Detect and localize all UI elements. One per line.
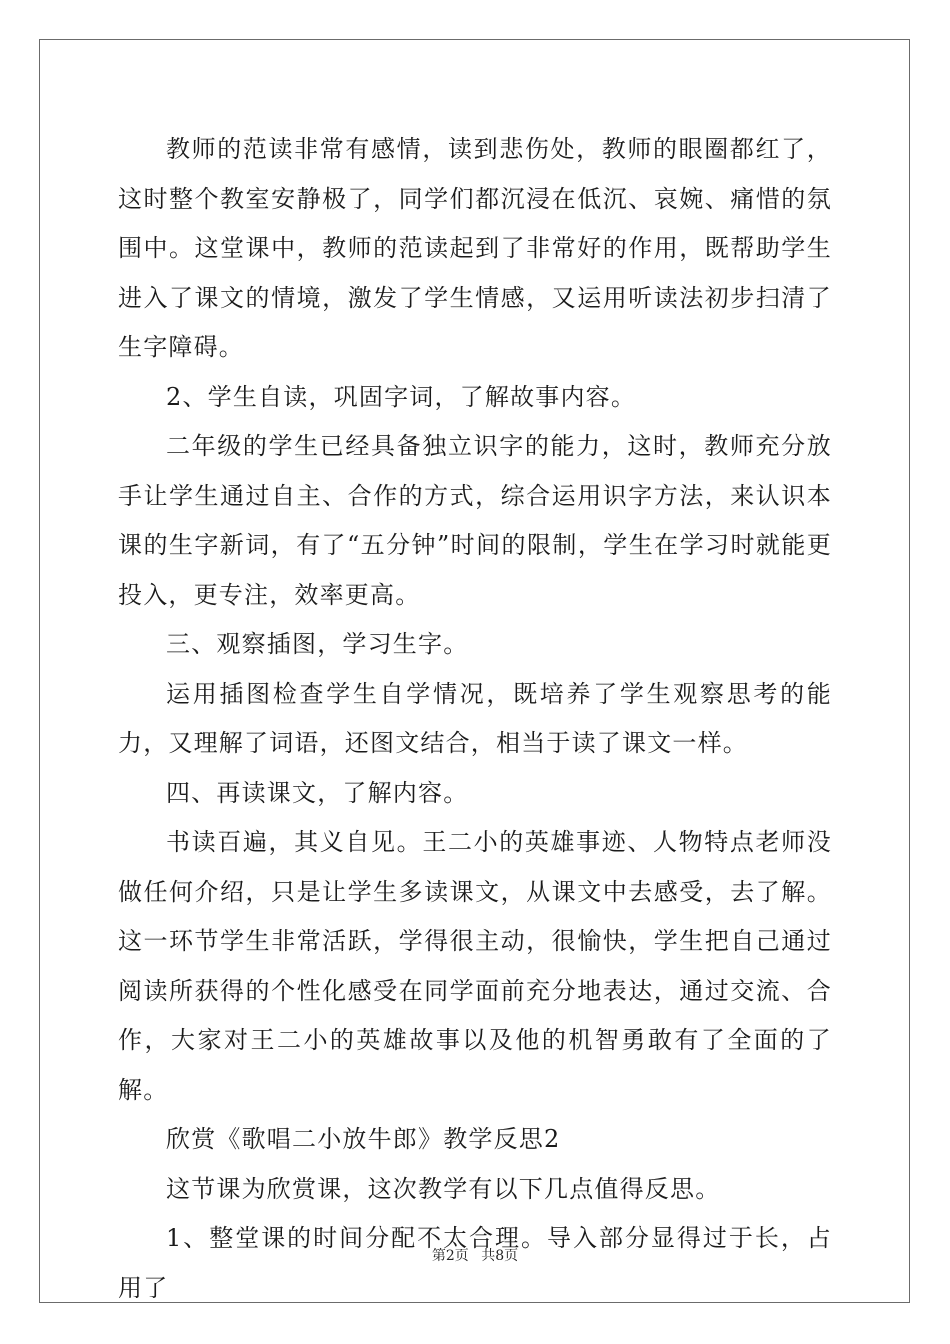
page-total: 共8页 (481, 1248, 519, 1264)
page-number: 第2页 (431, 1248, 469, 1264)
paragraph: 2、学生自读，巩固字词，了解故事内容。 (166, 382, 637, 411)
page-footer (0, 1245, 950, 1265)
paragraph: 这节课为欣赏课，这次教学有以下几点值得反思。 (166, 1174, 721, 1203)
paragraph: 1、整堂课的时间分配不太合理。导入部分显得过于长，占用了 (118, 1224, 832, 1302)
paragraph: 运用插图检查学生自学情况，既培养了学生观察思考的能力，又理解了词语，还图文结合，相当于读了课文一样。 (118, 679, 832, 757)
section-heading: 欣赏《歌唱二小放牛郎》教学反思2 (166, 1125, 561, 1153)
paragraph: 四、再读课文，了解内容。 (166, 778, 469, 807)
document-body (118, 125, 832, 1313)
paragraph: 教师的范读非常有感情，读到悲伤处，教师的眼圈都红了，这时整个教室安静极了，同学们都沉浸在低沉、哀婉、痛惜的氛围中。这堂课中，教师的范读起到了非常好的作用，既帮助学生进入了课文的情境，激发了学生情感，又运用听读法初步扫清了生字障碍。 (118, 135, 832, 361)
paragraph: 书读百遍，其义自见。王二小的英雄事迹、人物特点老师没做任何介绍，只是让学生多读课文，从课文中去感受，去了解。这一环节学生非常活跃，学得很主动，很愉快，学生把自己通过阅读所获得的个性化感受在同学面前充分地表达，通过交流、合作，大家对王二小的英雄故事以及他的机智勇敢有了全面的了解。 (118, 828, 832, 1104)
paragraph: 三、观察插图，学习生字。 (166, 630, 469, 658)
paragraph: 二年级的学生已经具备独立识字的能力，这时，教师充分放手让学生通过自主、合作的方式，综合运用识字方法，来认识本课的生字新词，有了“五分钟”时间的限制，学生在学习时就能更投入，更专注，效率更高。 (118, 432, 832, 609)
